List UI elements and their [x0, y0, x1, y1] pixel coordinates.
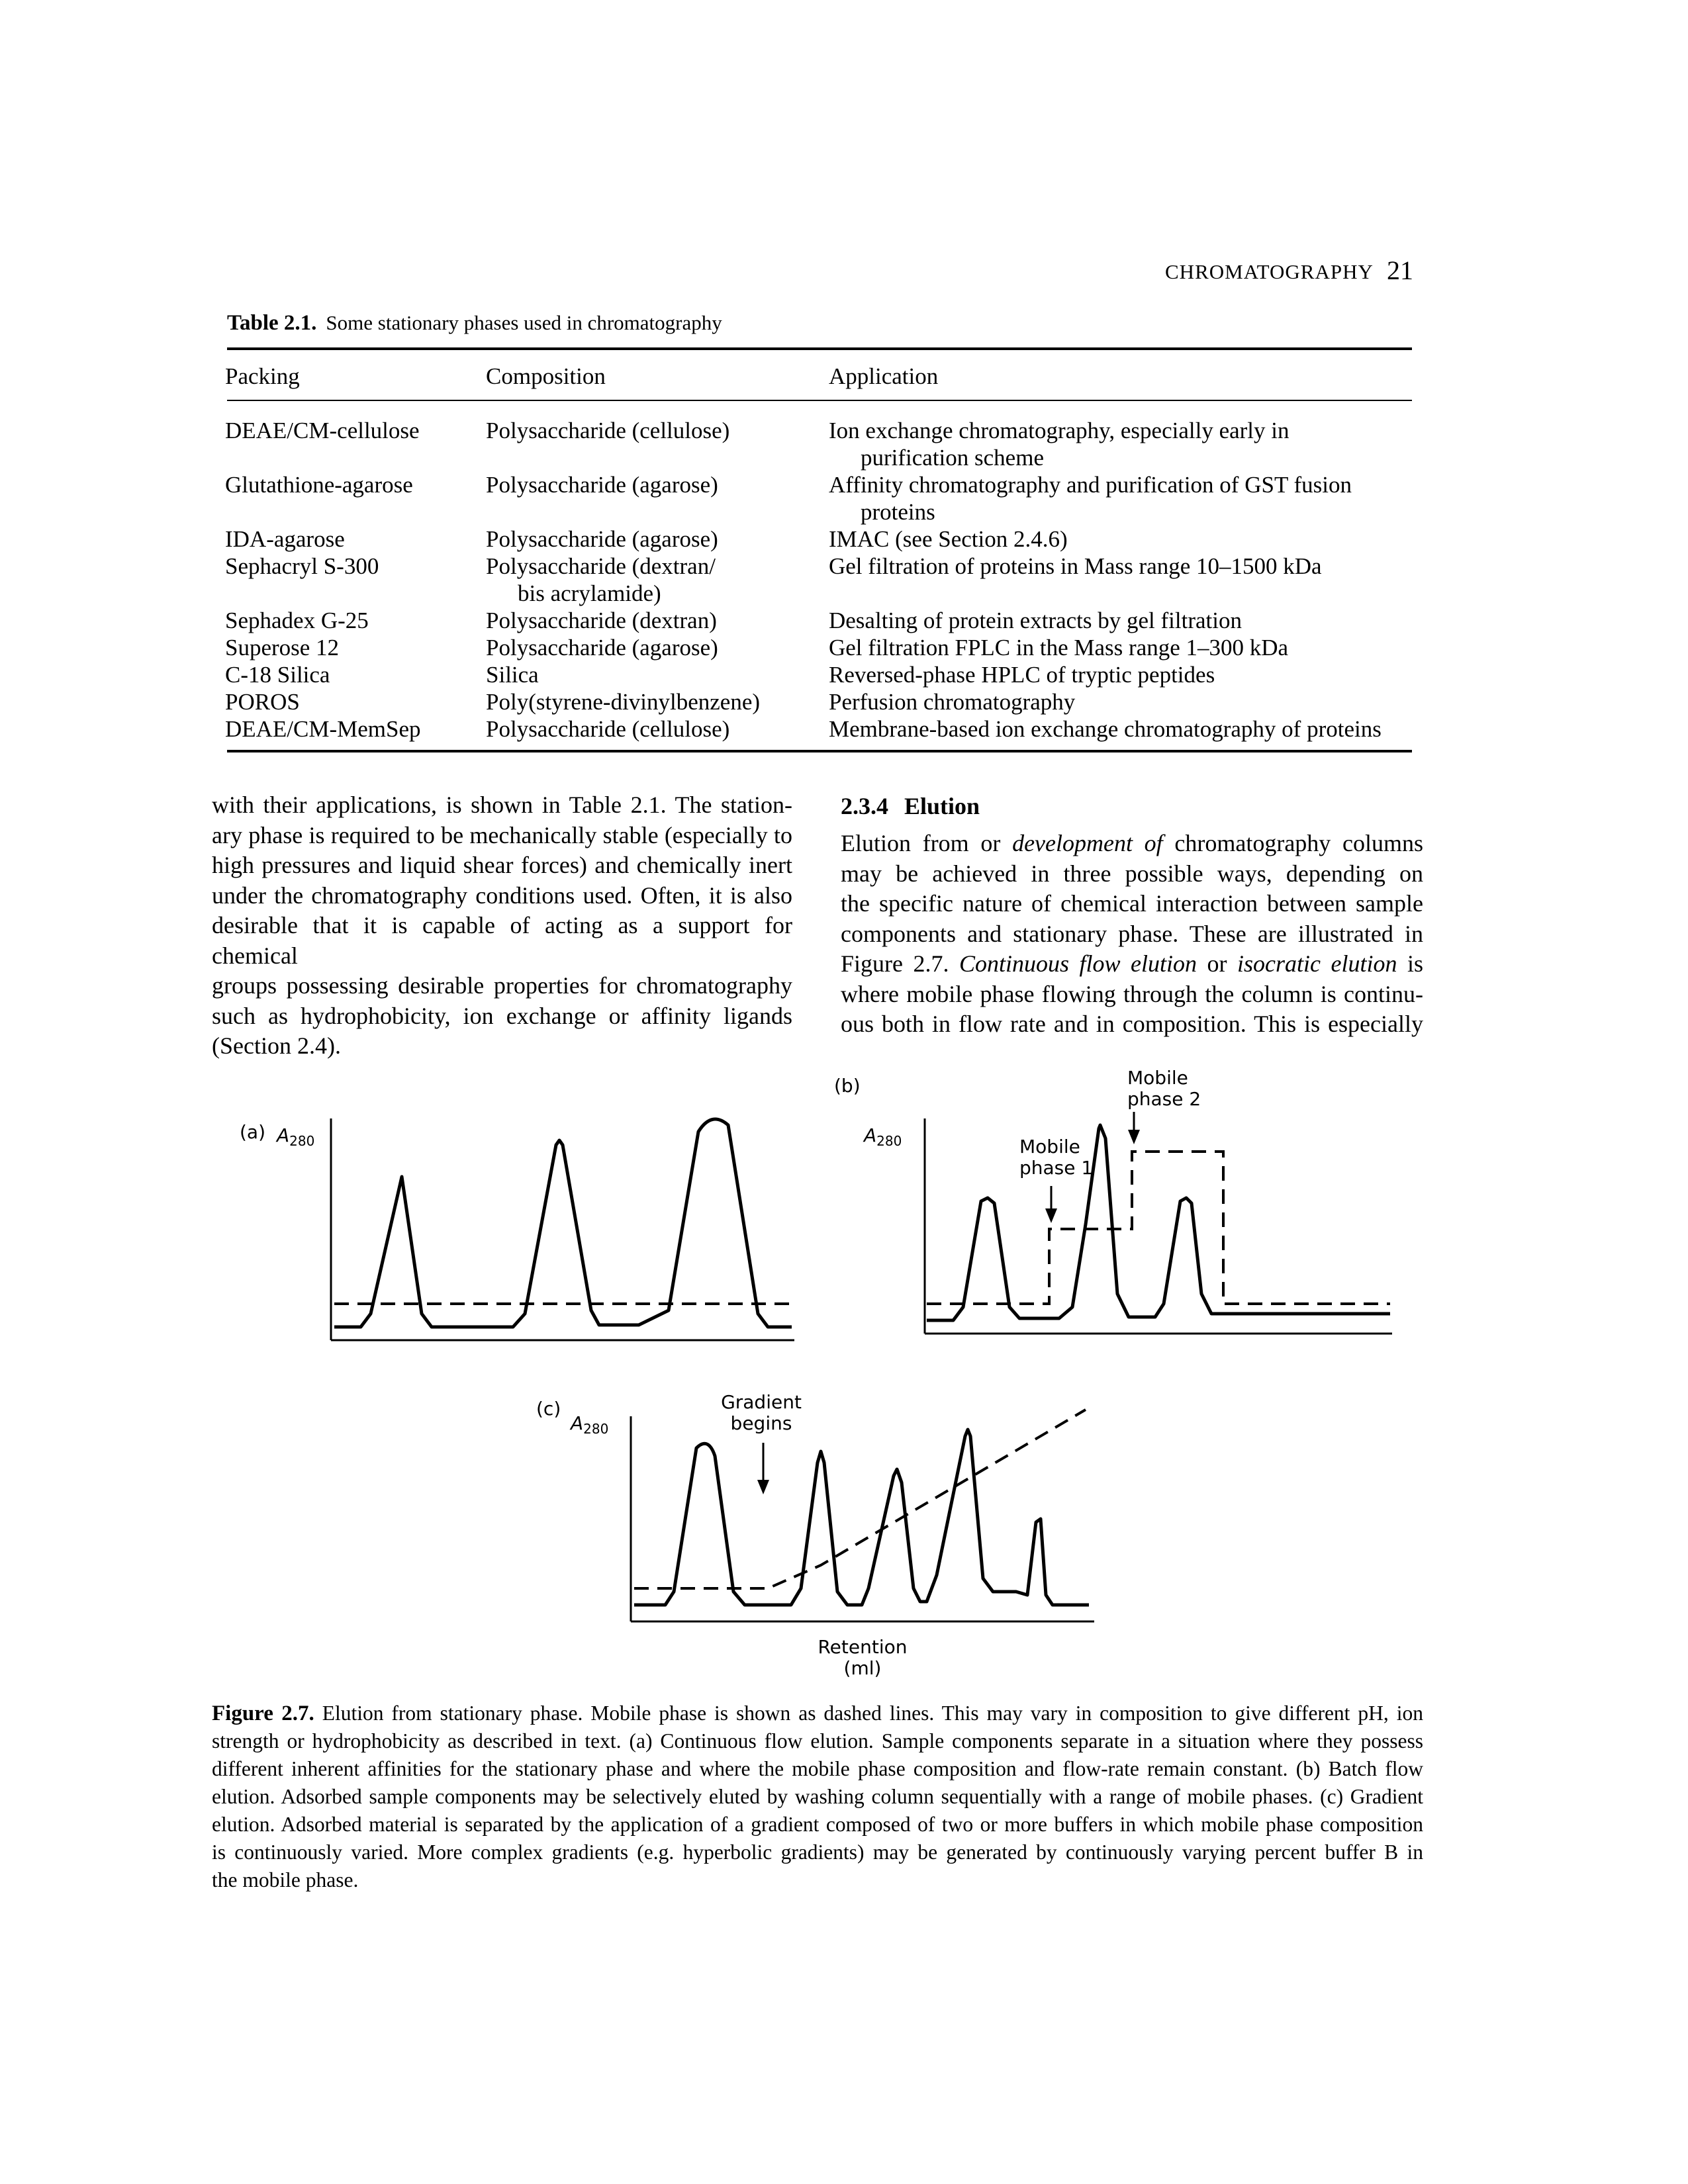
- panel-b-elution-trace: [927, 1125, 1390, 1320]
- panel-c-annotation-line-2: begins: [730, 1412, 792, 1434]
- paragraph-line: ary phase is required to be mechanically stable (especially to: [212, 821, 792, 848]
- panel-b-annotation-1-line-2: phase 1: [1019, 1157, 1094, 1179]
- panel-a-elution-trace: [334, 1119, 792, 1327]
- cell-composition-line: Polysaccharide (agarose): [486, 635, 718, 660]
- paragraph-line: under the chromatography conditions used. Often, it is also: [212, 882, 792, 909]
- caption-line: [212, 1700, 1423, 1727]
- cell-application-line: Desalting of protein extracts by gel filtration: [829, 608, 1242, 633]
- cell-composition-line: Polysaccharide (cellulose): [486, 716, 730, 742]
- cell-packing: C-18 Silica: [225, 662, 330, 688]
- cell-packing: Sephadex G-25: [225, 608, 369, 633]
- panel-c-annotation-line-1: Gradient: [721, 1391, 802, 1413]
- caption-line: [212, 1839, 1423, 1866]
- panel-b-arrow-1-head: [1045, 1208, 1057, 1223]
- caption-text: elution. Adsorbed material is separated by the application of a gradient composed of two or more buffers in which mobile phase composition: [212, 1813, 1423, 1836]
- emphasis: development of: [1012, 830, 1163, 856]
- panel-c-xlabel-line-1: Retention: [818, 1636, 908, 1658]
- panel-a: [240, 1118, 794, 1340]
- cell-composition-line: bis acrylamide): [518, 580, 661, 606]
- column-header-composition: Composition: [486, 363, 606, 389]
- column-header-application: Application: [829, 363, 939, 389]
- panel-b-label: (b): [834, 1075, 861, 1097]
- paragraph-line: groups possessing desirable properties for chromatography: [212, 972, 792, 999]
- caption-text: strength or hydrophobicity as described in text. (a) Continuous flow elution. Sample components separate in a situation where they possess: [212, 1729, 1423, 1752]
- panel-c-elution-trace: [634, 1430, 1089, 1605]
- emphasis: Continuous flow elution: [959, 950, 1197, 977]
- panel-c-arrow-head: [757, 1480, 769, 1494]
- caption-text: elution. Adsorbed sample components may be selectively eluted by washing column sequentially with a range of mobile phases. (c) Gradient: [212, 1785, 1423, 1808]
- cell-packing: Glutathione-agarose: [225, 472, 413, 498]
- paragraph-line: with their applications, is shown in Table 2.1. The station-: [212, 792, 792, 818]
- cell-application-line: IMAC (see Section 2.4.6): [829, 526, 1068, 552]
- cell-packing: POROS: [225, 689, 300, 715]
- emphasis: isocratic elution: [1237, 950, 1397, 977]
- panel-c: [536, 1391, 1094, 1679]
- caption-text: is continuously varied. More complex gradients (e.g. hyperbolic gradients) may be generated by continuously varying percent buffer B in: [212, 1841, 1423, 1864]
- cell-packing: DEAE/CM-MemSep: [225, 716, 421, 742]
- paragraph-line: components and stationary phase. These are illustrated in: [841, 920, 1423, 947]
- running-header-title: CHROMATOGRAPHY: [1165, 260, 1374, 283]
- caption-line: [212, 1783, 1423, 1811]
- cell-application-line: Gel filtration FPLC in the Mass range 1–300 kDa: [829, 635, 1289, 660]
- panel-b-annotation-2-line-1: Mobile: [1127, 1067, 1188, 1089]
- panel-b-ylabel: $A_{280}$: [864, 1124, 902, 1149]
- table-label: Table 2.1.: [227, 311, 317, 335]
- cell-packing: DEAE/CM-cellulose: [225, 418, 420, 443]
- cell-application-line: Reversed-phase HPLC of tryptic peptides: [829, 662, 1215, 688]
- section-number: 2.3.4: [841, 793, 888, 819]
- paragraph-line: the specific nature of chemical interaction between sample: [841, 890, 1423, 917]
- cell-application-line: Membrane-based ion exchange chromatography of proteins: [829, 716, 1382, 742]
- cell-application-line: Ion exchange chromatography, especially early in: [829, 418, 1289, 443]
- paragraph-line: Elution from or development of chromatography columns: [841, 830, 1423, 856]
- cell-application-line: purification scheme: [861, 445, 1044, 471]
- caption-line: [212, 1811, 1423, 1839]
- caption-line: [212, 1866, 1423, 1894]
- panel-c-ylabel: $A_{280}$: [571, 1412, 609, 1437]
- paragraph-line: desirable that it is capable of acting as a support for chemical: [212, 912, 792, 969]
- paragraph-line: may be achieved in three possible ways, depending on: [841, 860, 1423, 887]
- page-number: 21: [1387, 255, 1413, 285]
- figure-caption: [212, 1700, 1423, 1894]
- panel-a-label: (a): [240, 1121, 266, 1143]
- column-header-packing: Packing: [225, 363, 300, 389]
- cell-application-line: Affinity chromatography and purification of GST fusion: [829, 472, 1352, 498]
- section-title: Elution: [904, 793, 980, 819]
- panel-c-label: (c): [536, 1398, 561, 1420]
- paragraph-line: (Section 2.4).: [212, 1032, 341, 1059]
- caption-line: [212, 1755, 1423, 1783]
- paragraph-line: Figure 2.7. Continuous flow elution or isocratic elution is: [841, 950, 1423, 977]
- caption-line: [212, 1727, 1423, 1755]
- cell-packing: IDA-agarose: [225, 526, 345, 552]
- panel-c-gradient-line: [634, 1410, 1086, 1588]
- cell-composition-line: Silica: [486, 662, 539, 688]
- cell-application-line: Perfusion chromatography: [829, 689, 1076, 715]
- cell-application-line: Gel filtration of proteins in Mass range 10–1500 kDa: [829, 553, 1322, 579]
- cell-composition-line: Polysaccharide (dextran): [486, 608, 717, 633]
- panel-b-annotation-2-line-2: phase 2: [1127, 1088, 1201, 1110]
- paragraph-line: where mobile phase flowing through the column is continu-: [841, 980, 1423, 1007]
- caption-text: Elution from stationary phase. Mobile phase is shown as dashed lines. This may vary in composition to give different pH, ion: [322, 1702, 1423, 1725]
- cell-composition-line: Polysaccharide (dextran/: [486, 553, 716, 579]
- panel-b-arrow-2-head: [1128, 1130, 1140, 1144]
- paragraph-line: high pressures and liquid shear forces) and chemically inert: [212, 852, 792, 878]
- paragraph-line: ous both in flow rate and in composition. This is especially: [841, 1011, 1423, 1037]
- cell-composition-line: Polysaccharide (agarose): [486, 526, 718, 552]
- cell-composition-line: Poly(styrene-divinylbenzene): [486, 689, 761, 715]
- panel-b: [834, 1067, 1392, 1334]
- panel-b-annotation-1-line-1: Mobile: [1019, 1136, 1080, 1158]
- caption-text: the mobile phase.: [212, 1868, 359, 1891]
- cell-composition-line: Polysaccharide (agarose): [486, 472, 718, 498]
- cell-application-line: proteins: [861, 499, 935, 525]
- caption-text: different inherent affinities for the stationary phase and where the mobile phase composition and flow-rate remain constant. (b) Batch flow: [212, 1757, 1423, 1780]
- panel-c-xlabel-line-2: (ml): [843, 1657, 882, 1679]
- cell-packing: Sephacryl S-300: [225, 553, 379, 579]
- cell-composition-line: Polysaccharide (cellulose): [486, 418, 730, 443]
- paragraph-line: such as hydrophobicity, ion exchange or affinity ligands: [212, 1002, 792, 1029]
- caption-label: Figure 2.7.: [212, 1702, 314, 1725]
- table-title: Some stationary phases used in chromatography: [326, 311, 722, 334]
- panel-a-ylabel: $A_{280}$: [277, 1124, 315, 1149]
- cell-packing: Superose 12: [225, 635, 340, 660]
